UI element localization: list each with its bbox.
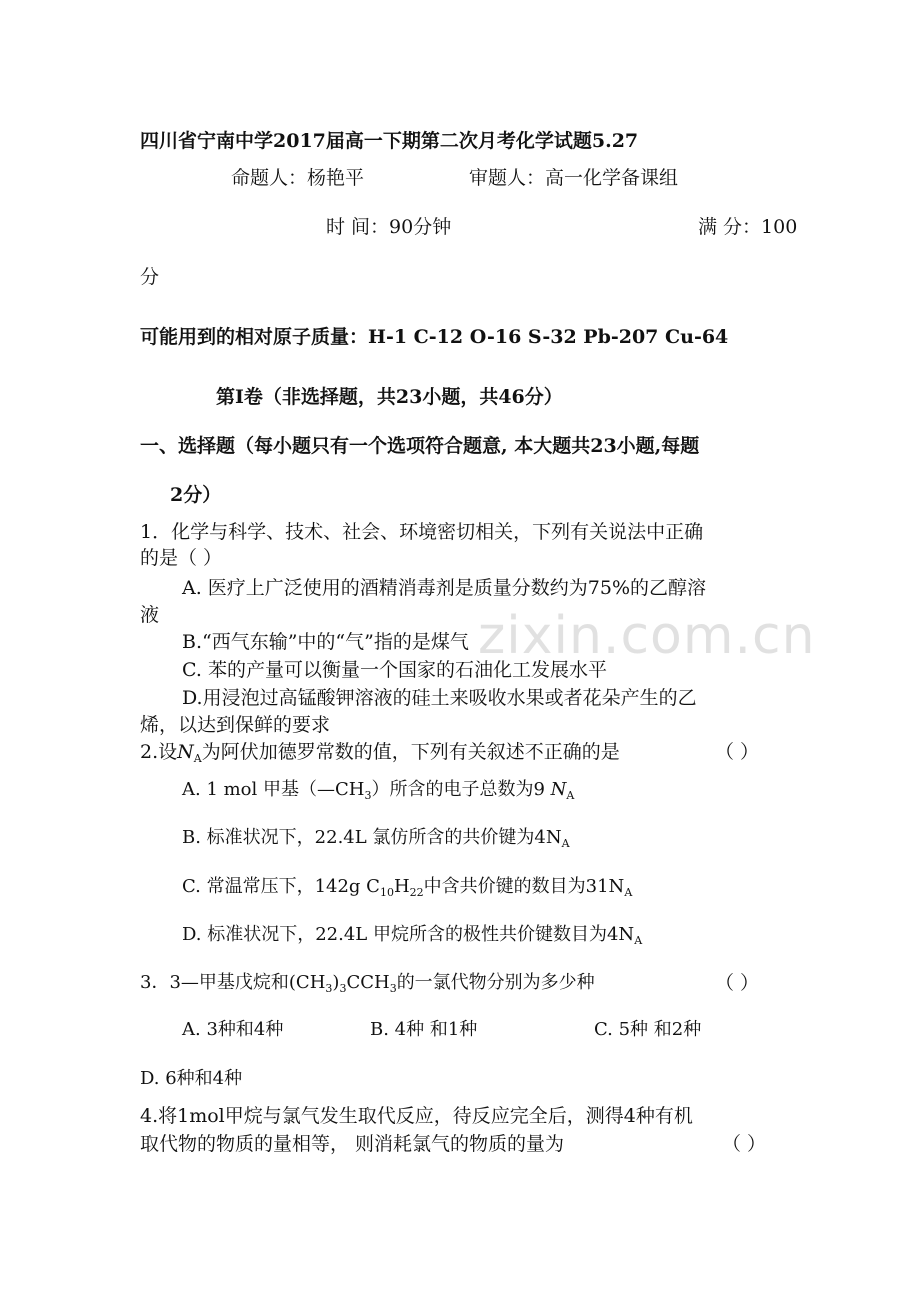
q3-option-b: B. 4种 和1种: [370, 1019, 478, 1040]
q1-option-d-cont: 烯，以达到保鲜的要求: [140, 714, 331, 736]
q2-stem: 2.设$N_A$为阿伏加德罗常数的值，下列有关叙述不正确的是: [140, 741, 620, 765]
q1-option-c: C. 苯的产量可以衡量一个国家的石油化工发展水平: [182, 659, 607, 681]
q3-stem: 3．3—甲基戊烷和$(CH_3)_3CCH_3$的一氯代物分别为多少种: [140, 972, 595, 995]
author-line: 命题人：杨艳平: [231, 167, 365, 189]
exam-time: 时 间：90分钟: [326, 216, 452, 238]
q2-option-b: B. 标准状况下，22.4L 氯仿所含的共价键为$4N_A$: [182, 827, 570, 850]
q1-option-b: B.“西气东输”中的“气”指的是煤气: [182, 631, 469, 653]
q1-option-a-cont: 液: [140, 604, 160, 626]
part-title: 一、选择题（每小题只有一个选项符合题意, 本大题共23小题,每题: [140, 435, 700, 457]
q1-option-d: D.用浸泡过高锰酸钾溶液的硅土来吸收水果或者花朵产生的乙: [182, 687, 697, 709]
q4-answer-paren: （ ）: [722, 1133, 767, 1155]
part-title-cont: 2分）: [170, 484, 222, 506]
q4-stem-cont: 取代物的物质的量相等， 则消耗氯气的物质的量为: [140, 1133, 565, 1155]
exam-title: 四川省宁南中学2017届高一下期第二次月考化学试题5.27: [140, 130, 639, 152]
reviewer-line: 审题人：高一化学备课组: [469, 167, 679, 189]
volume-title: 第Ⅰ卷（非选择题，共23小题，共46分）: [216, 386, 563, 408]
exam-score: 满 分：100: [698, 216, 798, 238]
watermark-logo: zixin.com.cn: [478, 606, 816, 666]
q2-option-a: A. 1 mol 甲基$(—CH_3)$所含的电子总数为9 $N_A$: [182, 779, 575, 802]
q4-stem: 4.将1mol甲烷与氯气发生取代反应，待反应完全后，测得4种有机: [140, 1105, 693, 1127]
atomic-masses: 可能用到的相对原子质量：H-1 C-12 O-16 S-32 Pb-207 Cu-64: [140, 326, 729, 348]
q3-option-d: D. 6种和4种: [140, 1068, 243, 1089]
q1-stem-cont: 的是（ ）: [140, 547, 223, 569]
exam-score-unit: 分: [140, 266, 160, 288]
q3-answer-paren: （ ）: [715, 972, 760, 994]
q1-option-a: A. 医疗上广泛使用的酒精消毒剂是质量分数约为75%的乙醇溶: [182, 577, 707, 599]
q2-answer-paren: （ ）: [715, 741, 760, 763]
q2-option-d: D. 标准状况下，22.4L 甲烷所含的极性共价键数目为$4N_A$: [182, 924, 643, 947]
q1-stem: 1．化学与科学、技术、社会、环境密切相关，下列有关说法中正确: [140, 521, 704, 543]
q3-option-c: C. 5种 和2种: [594, 1019, 702, 1040]
q3-option-a: A. 3种和4种: [182, 1019, 284, 1040]
q2-option-c: C. 常温常压下，142g $C_{10}H_{22}$中含共价键的数目为$31N_A$: [182, 876, 633, 899]
